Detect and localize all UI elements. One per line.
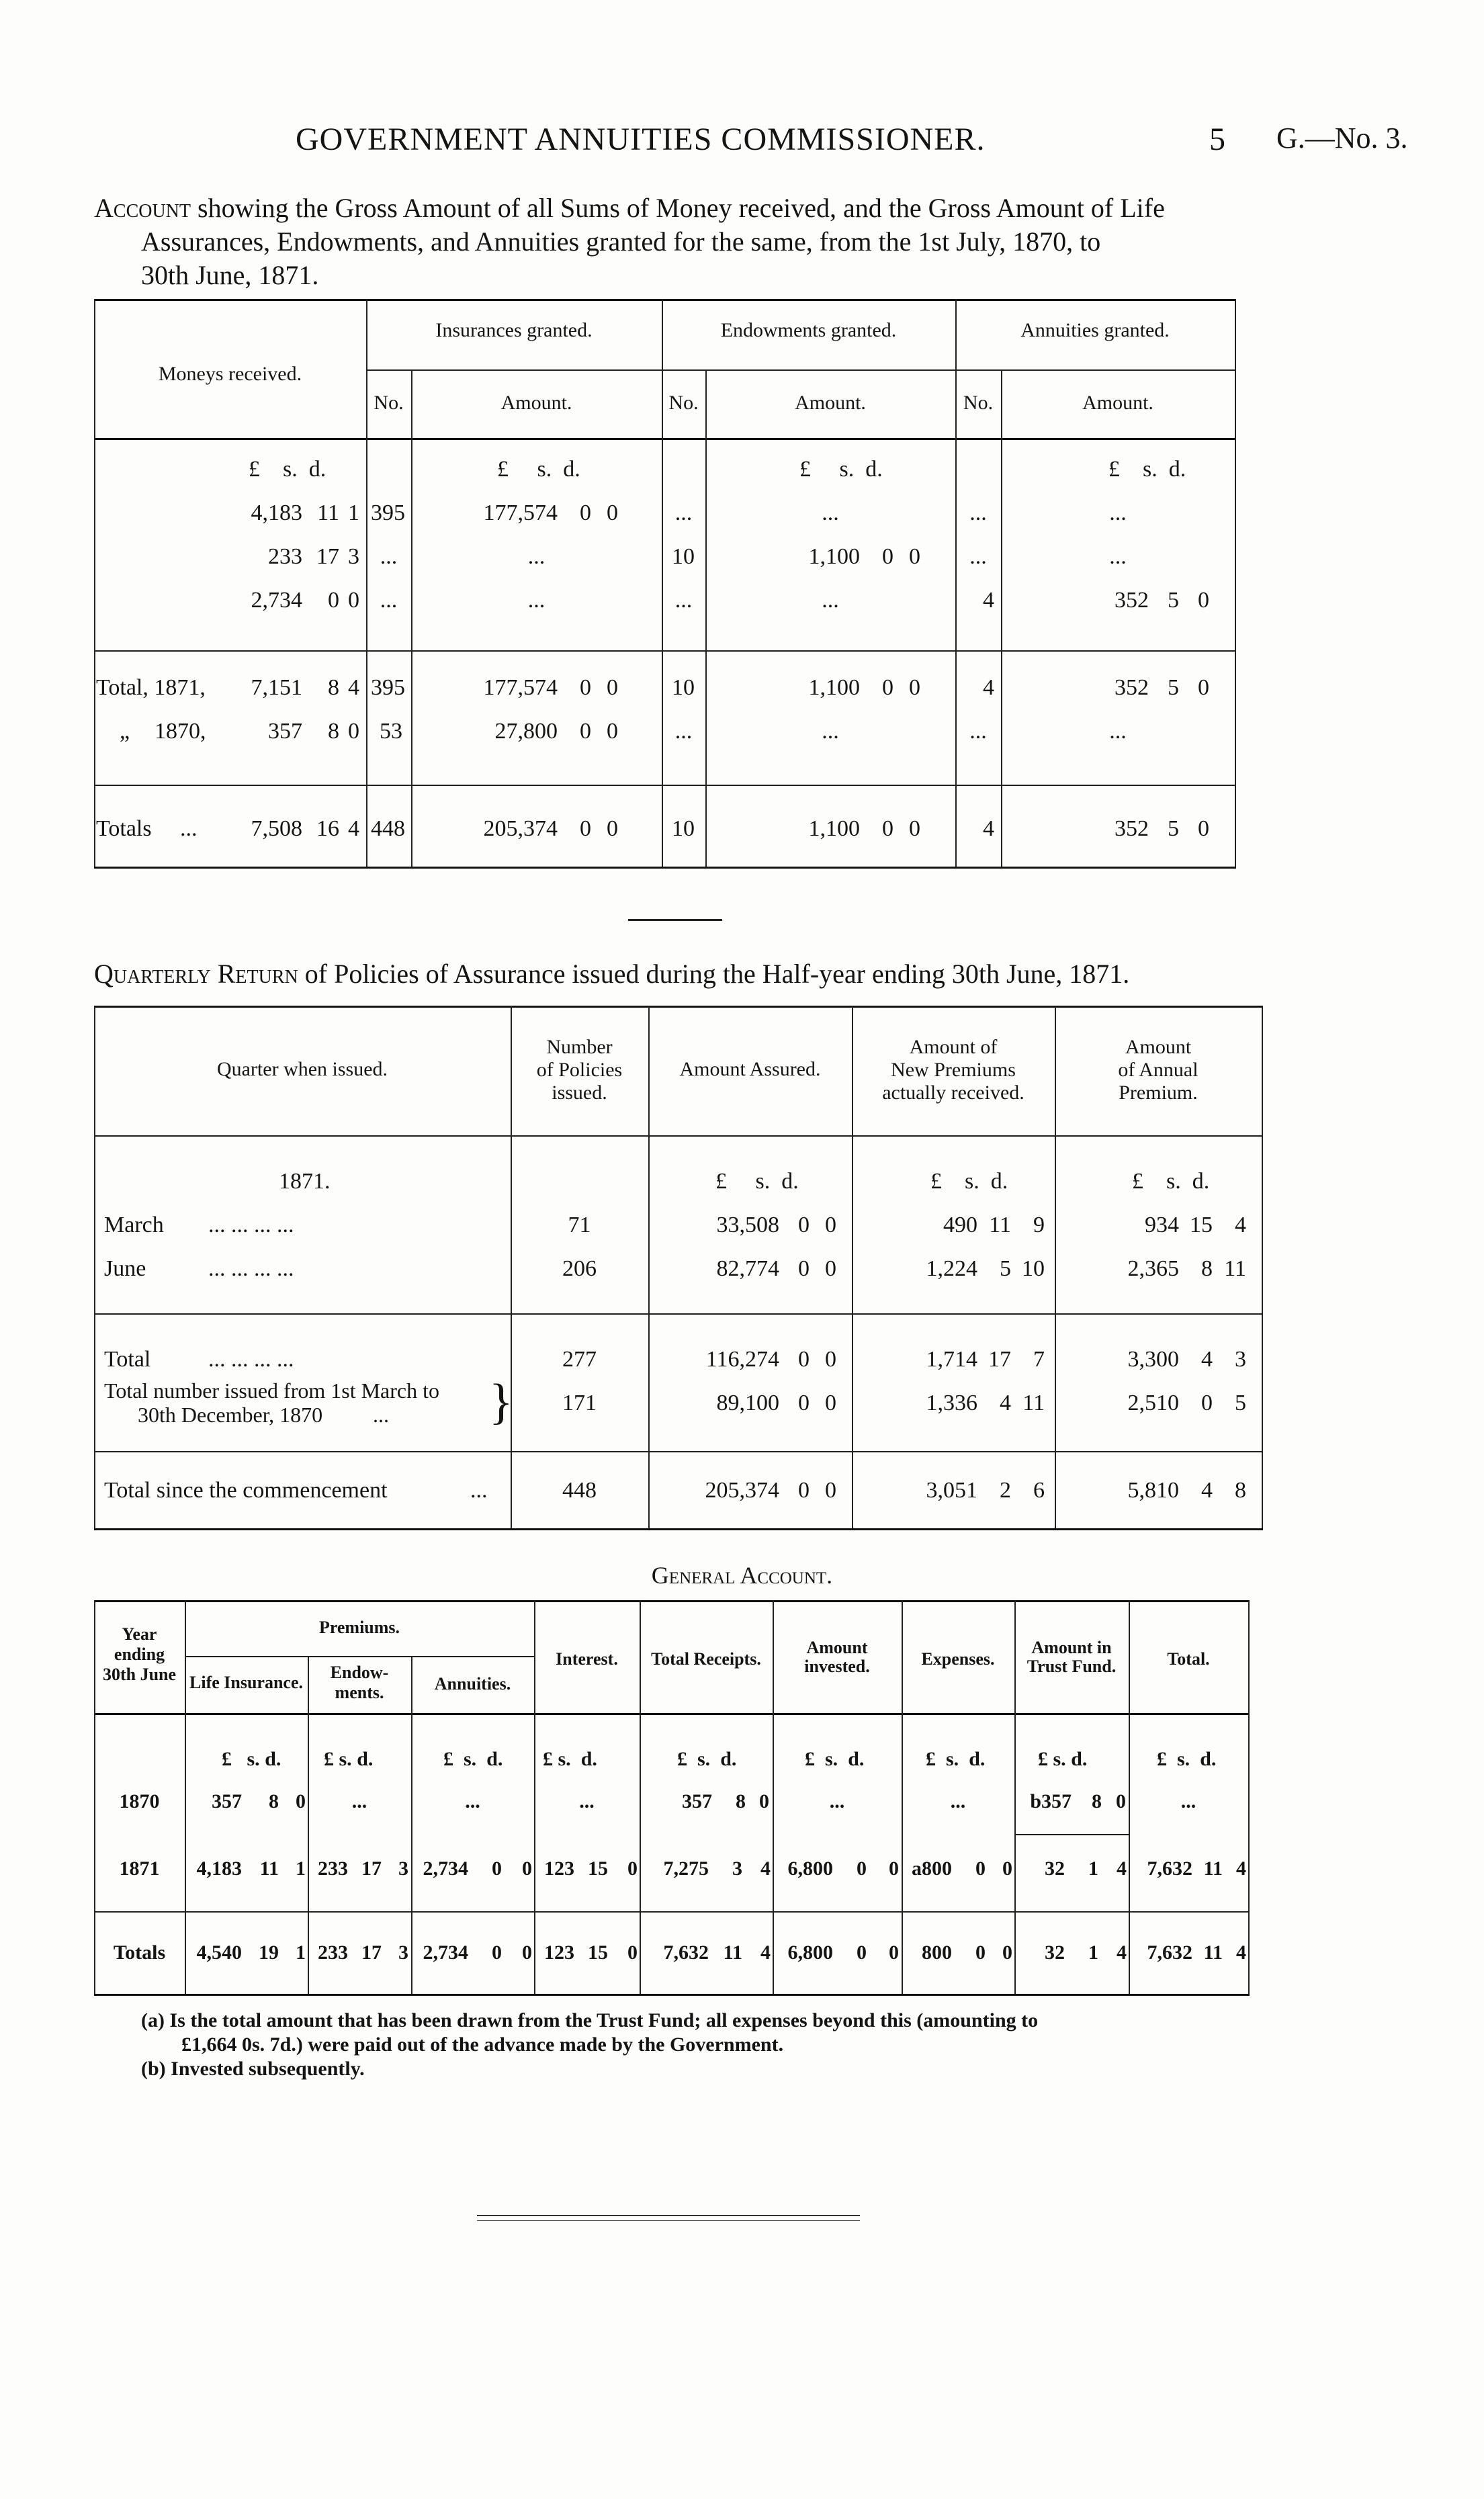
- header-annuities-granted: Annuities granted.: [1020, 319, 1170, 341]
- quarterly-row-june-assured-s: 0: [798, 1256, 810, 1281]
- quarterly-row-total-assured-s: 0: [798, 1347, 810, 1372]
- ga-row-1871-interest-s: 15: [588, 1857, 608, 1880]
- account-row-totals-ann-s: 5: [1168, 816, 1179, 841]
- ga-unit-life: £ s. d.: [222, 1748, 281, 1770]
- account-caption-line3: 30th June, 1871.: [141, 260, 319, 290]
- header-ins-amount: Amount.: [500, 392, 572, 414]
- ga-row-totals-trust-s: 1: [1088, 1941, 1098, 1964]
- header-annual-premium-line1: Amount: [1125, 1036, 1192, 1058]
- account-row-1870-end-amount: ...: [822, 719, 839, 744]
- header-quarter: Quarter when issued.: [216, 1058, 388, 1080]
- ga-unit-receipts: £ s. d.: [677, 1748, 737, 1770]
- quarterly-row-june-new-s: 5: [1000, 1256, 1011, 1281]
- account-row-1870-m-pounds: 357: [268, 719, 302, 744]
- quarterly-row-commencement-annual-pounds: 5,810: [1127, 1478, 1179, 1503]
- ga-header-expenses: Expenses.: [921, 1649, 995, 1669]
- account-caption-rest: showing the Gross Amount of all Sums of Money received, and the Gross Amount of Life: [191, 193, 1165, 223]
- ga-row-1871-receipts-pounds: 7,275: [663, 1857, 709, 1880]
- ga-row-1871-total-pounds: 7,632: [1147, 1857, 1192, 1880]
- ga-row-1871-trust-s: 1: [1088, 1857, 1098, 1880]
- ga-row-1870-invested: ...: [829, 1790, 845, 1812]
- ga-row-1870-life-d: 0: [296, 1790, 306, 1812]
- ga-row-totals-life-d: 1: [296, 1941, 306, 1964]
- account-row-2-end-s: 0: [882, 544, 893, 569]
- quarterly-row-march-assured-pounds: 33,508: [716, 1213, 779, 1237]
- header-amount-assured: Amount Assured.: [679, 1058, 821, 1080]
- account-row-totals-ins-s: 0: [580, 816, 591, 841]
- footnote-b: (b) Invested subsequently.: [141, 2058, 365, 2080]
- ga-row-totals-interest-pounds: 123: [544, 1941, 574, 1964]
- quarterly-row-commencement-assured-pounds: 205,374: [705, 1478, 779, 1503]
- header-end-amount: Amount.: [795, 392, 866, 414]
- ga-row-totals-receipts-s: 11: [723, 1941, 742, 1964]
- ga-row-1870-year: 1870: [119, 1790, 160, 1812]
- account-row-totals-label: Totals: [96, 816, 152, 841]
- ga-row-1870-annuities: ...: [465, 1790, 480, 1812]
- ga-row-totals-total-d: 4: [1236, 1941, 1246, 1964]
- header-ann-amount: Amount.: [1082, 392, 1153, 414]
- quarterly-row-june-new-pounds: 1,224: [926, 1256, 977, 1281]
- ga-header-total: Total.: [1167, 1649, 1210, 1669]
- ga-row-1871-annu-d: 0: [522, 1857, 532, 1880]
- ga-header-year-line3: 30th June: [102, 1665, 177, 1684]
- ga-unit-endow: £ s. d.: [324, 1748, 374, 1770]
- account-row-1-end-amount: ...: [822, 500, 839, 525]
- account-row-2-m-d: 3: [348, 544, 359, 569]
- ga-row-totals-life-pounds: 4,540: [196, 1941, 242, 1964]
- account-row-1870-ann-no: ...: [969, 719, 987, 744]
- account-row-total-1871-ins-s: 0: [580, 675, 591, 700]
- quarterly-row-total-assured-pounds: 116,274: [705, 1347, 779, 1372]
- account-row-total-1871-end-d: 0: [909, 675, 920, 700]
- ga-row-1870-receipts-pounds: 357: [682, 1790, 712, 1812]
- ga-row-1871-expenses-d: 0: [1002, 1857, 1012, 1880]
- ga-row-1871-annu-s: 0: [492, 1857, 502, 1880]
- ga-row-1870-receipts-s: 8: [736, 1790, 746, 1812]
- quarterly-row-total-dots: ... ... ... ...: [208, 1347, 294, 1372]
- header-new-premiums-line2: New Premiums: [891, 1059, 1016, 1081]
- account-row-totals-ins-pounds: 205,374: [483, 816, 558, 841]
- account-row-totals-end-d: 0: [909, 816, 920, 841]
- page-running-title: GOVERNMENT ANNUITIES COMMISSIONER.: [296, 122, 986, 157]
- footnote-a-line1: (a) Is the total amount that has been drawn from the Trust Fund; all expenses beyond this (amounting to: [141, 2009, 1039, 2031]
- account-row-total-1871-ins-d: 0: [607, 675, 618, 700]
- ga-row-1870-life-pounds: 357: [212, 1790, 242, 1812]
- account-row-1-ann-amount: ...: [1109, 500, 1127, 525]
- ga-row-totals-invested-pounds: 6,800: [787, 1941, 833, 1964]
- ga-row-1871-total-s: 11: [1203, 1857, 1223, 1880]
- quarterly-row-prior-number: 171: [562, 1391, 597, 1415]
- account-row-totals-ins-d: 0: [607, 816, 618, 841]
- header-number-line1: Number: [546, 1036, 613, 1058]
- ga-header-total-receipts: Total Receipts.: [651, 1649, 761, 1669]
- account-row-total-1871-end-pounds: 1,100: [808, 675, 860, 700]
- quarterly-row-commencement-new-pounds: 3,051: [926, 1478, 977, 1503]
- header-ann-no: No.: [963, 392, 994, 414]
- quarterly-row-prior-assured-d: 0: [825, 1391, 836, 1415]
- account-row-3-ann-pounds: 352: [1115, 588, 1149, 613]
- quarterly-row-total-new-s: 17: [988, 1347, 1011, 1372]
- quarterly-row-march-annual-pounds: 934: [1145, 1213, 1179, 1237]
- quarterly-row-june-annual-d: 11: [1224, 1256, 1246, 1281]
- quarterly-row-march-new-pounds: 490: [943, 1213, 977, 1237]
- account-row-totals-m-pounds: 7,508: [251, 816, 302, 841]
- unit-assured: £ s. d.: [715, 1169, 799, 1194]
- ga-row-1871-interest-d: 0: [627, 1857, 638, 1880]
- ga-header-invested-line1: Amount: [806, 1638, 868, 1657]
- account-row-totals-dots: ...: [180, 816, 198, 841]
- ga-row-1871-expenses-s: 0: [975, 1857, 986, 1880]
- ga-unit-trust: £ s. d.: [1038, 1748, 1088, 1770]
- quarterly-row-commencement-label: Total since the commencement: [104, 1478, 388, 1503]
- closing-rule: [477, 2215, 860, 2216]
- quarterly-row-commencement-annual-d: 8: [1235, 1478, 1246, 1503]
- quarterly-row-prior-assured-s: 0: [798, 1391, 810, 1415]
- quarterly-row-march-assured-d: 0: [825, 1213, 836, 1237]
- quarterly-row-total-new-d: 7: [1033, 1347, 1045, 1372]
- unit-annual-premium: £ s. d.: [1132, 1169, 1210, 1194]
- ga-header-year-line1: Year: [122, 1624, 157, 1644]
- ga-row-totals-annu-d: 0: [522, 1941, 532, 1964]
- unit-new-premiums: £ s. d.: [930, 1169, 1008, 1194]
- ga-row-totals-endow-pounds: 233: [318, 1941, 348, 1964]
- ga-unit-annu: £ s. d.: [443, 1748, 503, 1770]
- ga-row-totals-total-pounds: 7,632: [1147, 1941, 1192, 1964]
- account-row-total-1871-ann-d: 0: [1198, 675, 1209, 700]
- quarterly-row-commencement-assured-s: 0: [798, 1478, 810, 1503]
- ga-header-endowments-line1: Endow-: [330, 1663, 389, 1682]
- ga-row-totals-endow-d: 3: [398, 1941, 408, 1964]
- account-row-totals-ins-no: 448: [371, 816, 405, 841]
- account-row-1870-ins-s: 0: [580, 719, 591, 744]
- quarterly-row-commencement-new-s: 2: [1000, 1478, 1011, 1503]
- unit-row-annuities: £ s. d.: [1108, 457, 1186, 482]
- quarterly-row-total-assured-d: 0: [825, 1347, 836, 1372]
- quarterly-row-commencement-number: 448: [562, 1478, 597, 1503]
- quarterly-row-total-new-pounds: 1,714: [926, 1347, 977, 1372]
- account-row-1870-m-s: 8: [328, 719, 339, 744]
- account-row-1-ins-no: 395: [371, 500, 405, 525]
- ga-row-totals-annu-pounds: 2,734: [423, 1941, 468, 1964]
- account-row-2-m-s: 17: [316, 544, 339, 569]
- header-annual-premium-line3: Premium.: [1119, 1082, 1198, 1104]
- quarterly-row-prior-annual-pounds: 2,510: [1127, 1391, 1179, 1415]
- account-row-3-ann-no: 4: [983, 588, 994, 613]
- header-ins-no: No.: [374, 392, 404, 414]
- account-row-total-1871-ann-s: 5: [1168, 675, 1179, 700]
- ga-row-1871-life-d: 1: [296, 1857, 306, 1880]
- account-row-3-ann-s: 5: [1168, 588, 1179, 613]
- header-endowments-granted: Endowments granted.: [720, 319, 897, 341]
- ga-row-1871-invested-s: 0: [857, 1857, 867, 1880]
- quarterly-row-total-annual-s: 4: [1201, 1347, 1213, 1372]
- section-separator: [628, 919, 722, 921]
- document-reference: G.—No. 3.: [1276, 122, 1408, 155]
- brace-glyph: }: [489, 1374, 513, 1430]
- quarterly-row-june-dots: ... ... ... ...: [208, 1256, 294, 1281]
- quarterly-row-prior-assured-pounds: 89,100: [716, 1391, 779, 1415]
- account-row-total-1871-end-no: 10: [672, 675, 695, 700]
- account-row-1-ann-no: ...: [969, 500, 987, 525]
- quarterly-row-june-assured-pounds: 82,774: [716, 1256, 779, 1281]
- quarterly-caption: Quarterly Return of Policies of Assurance issued during the Half-year ending 30th June, 1871.: [94, 959, 1130, 989]
- ga-row-1870-interest: ...: [579, 1790, 595, 1812]
- ga-header-premiums: Premiums.: [318, 1618, 400, 1637]
- account-row-2-end-pounds: 1,100: [808, 544, 860, 569]
- ga-row-1871-invested-d: 0: [889, 1857, 899, 1880]
- ga-header-life-insurance: Life Insurance.: [189, 1673, 303, 1692]
- quarterly-row-commencement-new-d: 6: [1033, 1478, 1045, 1503]
- account-row-1-ins-pounds: 177,574: [483, 500, 558, 525]
- footnote-a-line2: £1,664 0s. 7d.) were paid out of the advance made by the Government.: [181, 2033, 784, 2056]
- ga-unit-total: £ s. d.: [1157, 1748, 1217, 1770]
- quarterly-row-prior-new-s: 4: [1000, 1391, 1011, 1415]
- account-row-1870-label: „: [120, 719, 130, 744]
- account-row-totals-m-d: 4: [348, 816, 359, 841]
- account-row-3-ins-no: ...: [380, 588, 398, 613]
- quarterly-row-prior-new-pounds: 1,336: [926, 1391, 977, 1415]
- ga-row-1871-endow-d: 3: [398, 1857, 408, 1880]
- account-row-totals-end-no: 10: [672, 816, 695, 841]
- account-row-2-ins-no: ...: [380, 544, 398, 569]
- ga-header-invested-line2: invested.: [804, 1657, 870, 1676]
- account-row-1-m-d: 1: [348, 500, 359, 525]
- account-row-total-1871-end-s: 0: [882, 675, 893, 700]
- quarterly-row-march-number: 71: [568, 1213, 591, 1237]
- account-row-2-ann-no: ...: [969, 544, 987, 569]
- header-number-line2: of Policies: [536, 1059, 623, 1081]
- ga-row-totals-trust-pounds: 32: [1045, 1941, 1065, 1964]
- ga-row-totals-receipts-d: 4: [760, 1941, 771, 1964]
- account-row-1870-ins-d: 0: [607, 719, 618, 744]
- account-row-1-m-pounds: 4,183: [251, 500, 302, 525]
- ga-row-totals-expenses-d: 0: [1002, 1941, 1012, 1964]
- ga-row-1871-endow-pounds: 233: [318, 1857, 348, 1880]
- account-row-3-m-pounds: 2,734: [251, 588, 302, 613]
- account-row-1870-end-no: ...: [674, 719, 693, 744]
- account-row-2-end-no: 10: [672, 544, 695, 569]
- quarterly-row-june-annual-pounds: 2,365: [1127, 1256, 1179, 1281]
- account-row-totals-m-s: 16: [316, 816, 339, 841]
- quarterly-row-prior-new-d: 11: [1022, 1391, 1045, 1415]
- header-insurances-granted: Insurances granted.: [435, 319, 593, 341]
- account-row-3-ann-d: 0: [1198, 588, 1209, 613]
- account-row-total-1871-ann-pounds: 352: [1115, 675, 1149, 700]
- ga-row-1871-life-s: 11: [259, 1857, 279, 1880]
- account-row-totals-ann-d: 0: [1198, 816, 1209, 841]
- ga-row-totals-interest-d: 0: [627, 1941, 638, 1964]
- account-row-1870-ins-pounds: 27,800: [494, 719, 558, 744]
- ga-row-totals-label: Totals: [113, 1941, 166, 1964]
- account-row-totals-ann-no: 4: [983, 816, 994, 841]
- ga-header-year-line2: ending: [114, 1645, 165, 1664]
- quarterly-row-march-dots: ... ... ... ...: [208, 1213, 294, 1237]
- ga-row-totals-receipts-pounds: 7,632: [663, 1941, 709, 1964]
- ga-row-totals-interest-s: 15: [588, 1941, 608, 1964]
- page-number: 5: [1209, 122, 1225, 157]
- ga-row-totals-total-s: 11: [1203, 1941, 1223, 1964]
- quarterly-row-june-new-d: 10: [1022, 1256, 1045, 1281]
- quarterly-row-prior-annual-s: 0: [1201, 1391, 1213, 1415]
- ga-row-1871-annu-pounds: 2,734: [423, 1857, 468, 1880]
- quarterly-row-prior-dots: ...: [373, 1403, 389, 1427]
- ga-row-1870-life-s: 8: [269, 1790, 279, 1812]
- ga-row-1871-trust-pounds: 32: [1045, 1857, 1065, 1880]
- ga-row-totals-endow-s: 17: [361, 1941, 382, 1964]
- quarterly-row-june-annual-s: 8: [1201, 1256, 1213, 1281]
- header-new-premiums-line3: actually received.: [882, 1082, 1024, 1104]
- account-row-1870-m-d: 0: [348, 719, 359, 744]
- account-row-1-end-no: ...: [674, 500, 693, 525]
- quarterly-row-june-number: 206: [562, 1256, 597, 1281]
- ga-row-totals-annu-s: 0: [492, 1941, 502, 1964]
- quarterly-row-commencement-dots: ...: [470, 1478, 488, 1503]
- ga-row-1870-endow: ...: [351, 1790, 367, 1812]
- header-new-premiums-line1: Amount of: [909, 1036, 998, 1058]
- quarterly-row-prior-annual-d: 5: [1235, 1391, 1246, 1415]
- account-caption-lead: Account: [94, 193, 191, 223]
- quarterly-row-commencement-annual-s: 4: [1201, 1478, 1213, 1503]
- account-row-totals-end-s: 0: [882, 816, 893, 841]
- ga-row-1871-trust-d: 4: [1117, 1857, 1127, 1880]
- ga-row-1871-total-d: 4: [1236, 1857, 1246, 1880]
- account-row-3-end-amount: ...: [822, 588, 839, 613]
- ga-row-1871-interest-pounds: 123: [544, 1857, 574, 1880]
- account-row-totals-ann-pounds: 352: [1115, 816, 1149, 841]
- quarterly-row-total-label: Total: [104, 1347, 151, 1372]
- header-number-line3: issued.: [552, 1082, 607, 1104]
- account-row-2-end-d: 0: [909, 544, 920, 569]
- account-row-total-1871-label: Total, 1871,: [96, 675, 206, 700]
- ga-unit-interest: £ s. d.: [543, 1748, 597, 1770]
- account-caption-line2: Assurances, Endowments, and Annuities granted for the same, from the 1st July, 1870, to: [141, 226, 1101, 257]
- account-row-total-1871-ins-no: 395: [371, 675, 405, 700]
- ga-row-totals-expenses-pounds: 800: [922, 1941, 952, 1964]
- account-row-total-1871-m-pounds: 7,151: [251, 675, 302, 700]
- header-end-no: No.: [668, 392, 699, 414]
- account-row-total-1871-m-d: 4: [348, 675, 359, 700]
- header-moneys-received: Moneys received.: [158, 363, 302, 385]
- ga-row-totals-invested-s: 0: [857, 1941, 867, 1964]
- unit-row-endowments: £ s. d.: [799, 457, 883, 482]
- ga-unit-invested: £ s. d.: [805, 1748, 865, 1770]
- account-row-3-m-s: 0: [328, 588, 339, 613]
- ga-row-1871-receipts-d: 4: [760, 1857, 771, 1880]
- quarterly-row-total-annual-d: 3: [1235, 1347, 1246, 1372]
- quarterly-row-march-label: March: [104, 1213, 164, 1237]
- account-row-1870-ins-no: 53: [380, 719, 402, 744]
- account-row-1-m-s: 11: [317, 500, 339, 525]
- ga-unit-expenses: £ s. d.: [926, 1748, 986, 1770]
- ga-header-trust-line1: Amount in: [1031, 1638, 1112, 1657]
- ga-row-1870-trust-d: 0: [1116, 1790, 1126, 1812]
- quarterly-row-prior-label-line1: Total number issued from 1st March to: [104, 1378, 439, 1403]
- ga-header-interest: Interest.: [556, 1649, 618, 1669]
- account-row-1870-ann-amount: ...: [1109, 719, 1127, 744]
- ga-row-totals-life-s: 19: [259, 1941, 279, 1964]
- ga-header-annuities: Annuities.: [434, 1674, 511, 1694]
- account-row-total-1871-ann-no: 4: [983, 675, 994, 700]
- quarterly-row-march-assured-s: 0: [798, 1213, 810, 1237]
- account-row-1-ins-d: 0: [607, 500, 618, 525]
- ga-row-totals-trust-d: 4: [1117, 1941, 1127, 1964]
- ga-header-trust-line2: Trust Fund.: [1027, 1657, 1117, 1676]
- account-row-3-end-no: ...: [674, 588, 693, 613]
- ga-row-1871-life-pounds: 4,183: [196, 1857, 242, 1880]
- ga-row-1870-total: ...: [1180, 1790, 1196, 1812]
- ga-header-endowments-line2: ments.: [335, 1683, 384, 1702]
- account-caption: [94, 191, 1397, 225]
- ga-row-1871-receipts-s: 3: [732, 1857, 742, 1880]
- account-row-3-ins-amount: ...: [527, 588, 545, 613]
- account-row-1870-year: 1870,: [155, 719, 206, 744]
- quarterly-row-march-new-d: 9: [1033, 1213, 1045, 1237]
- quarterly-row-march-annual-s: 15: [1190, 1213, 1213, 1237]
- account-row-1-ins-s: 0: [580, 500, 591, 525]
- quarterly-year: 1871.: [279, 1169, 331, 1194]
- ga-row-1871-endow-s: 17: [361, 1857, 382, 1880]
- ga-row-1870-trust-pounds: b357: [1030, 1790, 1072, 1812]
- account-row-total-1871-m-s: 8: [328, 675, 339, 700]
- ga-row-1870-expenses: ...: [950, 1790, 966, 1812]
- closing-rule-lower: [477, 2220, 860, 2221]
- ga-row-1870-trust-s: 8: [1092, 1790, 1102, 1812]
- quarterly-row-total-number: 277: [562, 1347, 597, 1372]
- quarterly-row-total-annual-pounds: 3,300: [1127, 1347, 1179, 1372]
- quarterly-row-june-label: June: [104, 1256, 146, 1281]
- ga-row-1871-invested-pounds: 6,800: [787, 1857, 833, 1880]
- quarterly-row-commencement-assured-d: 0: [825, 1478, 836, 1503]
- quarterly-row-june-assured-d: 0: [825, 1256, 836, 1281]
- account-row-3-m-d: 0: [348, 588, 359, 613]
- ga-row-1871-expenses-pounds: a800: [912, 1857, 952, 1880]
- account-row-total-1871-ins-pounds: 177,574: [483, 675, 558, 700]
- ga-row-1870-receipts-d: 0: [759, 1790, 769, 1812]
- account-row-totals-end-pounds: 1,100: [808, 816, 860, 841]
- unit-row-moneys: £ s. d.: [249, 457, 326, 482]
- unit-row-insurances: £ s. d.: [497, 457, 580, 482]
- quarterly-row-march-new-s: 11: [989, 1213, 1011, 1237]
- ga-row-totals-expenses-s: 0: [975, 1941, 986, 1964]
- quarterly-row-prior-label-line2: 30th December, 1870: [138, 1403, 323, 1427]
- account-row-2-ann-amount: ...: [1109, 544, 1127, 569]
- general-account-title: General Account.: [651, 1562, 833, 1589]
- account-row-2-m-pounds: 233: [268, 544, 302, 569]
- account-row-2-ins-amount: ...: [527, 544, 545, 569]
- ga-row-totals-invested-d: 0: [889, 1941, 899, 1964]
- header-annual-premium-line2: of Annual: [1118, 1059, 1198, 1081]
- ga-row-1871-year: 1871: [119, 1857, 160, 1880]
- quarterly-row-march-annual-d: 4: [1235, 1213, 1246, 1237]
